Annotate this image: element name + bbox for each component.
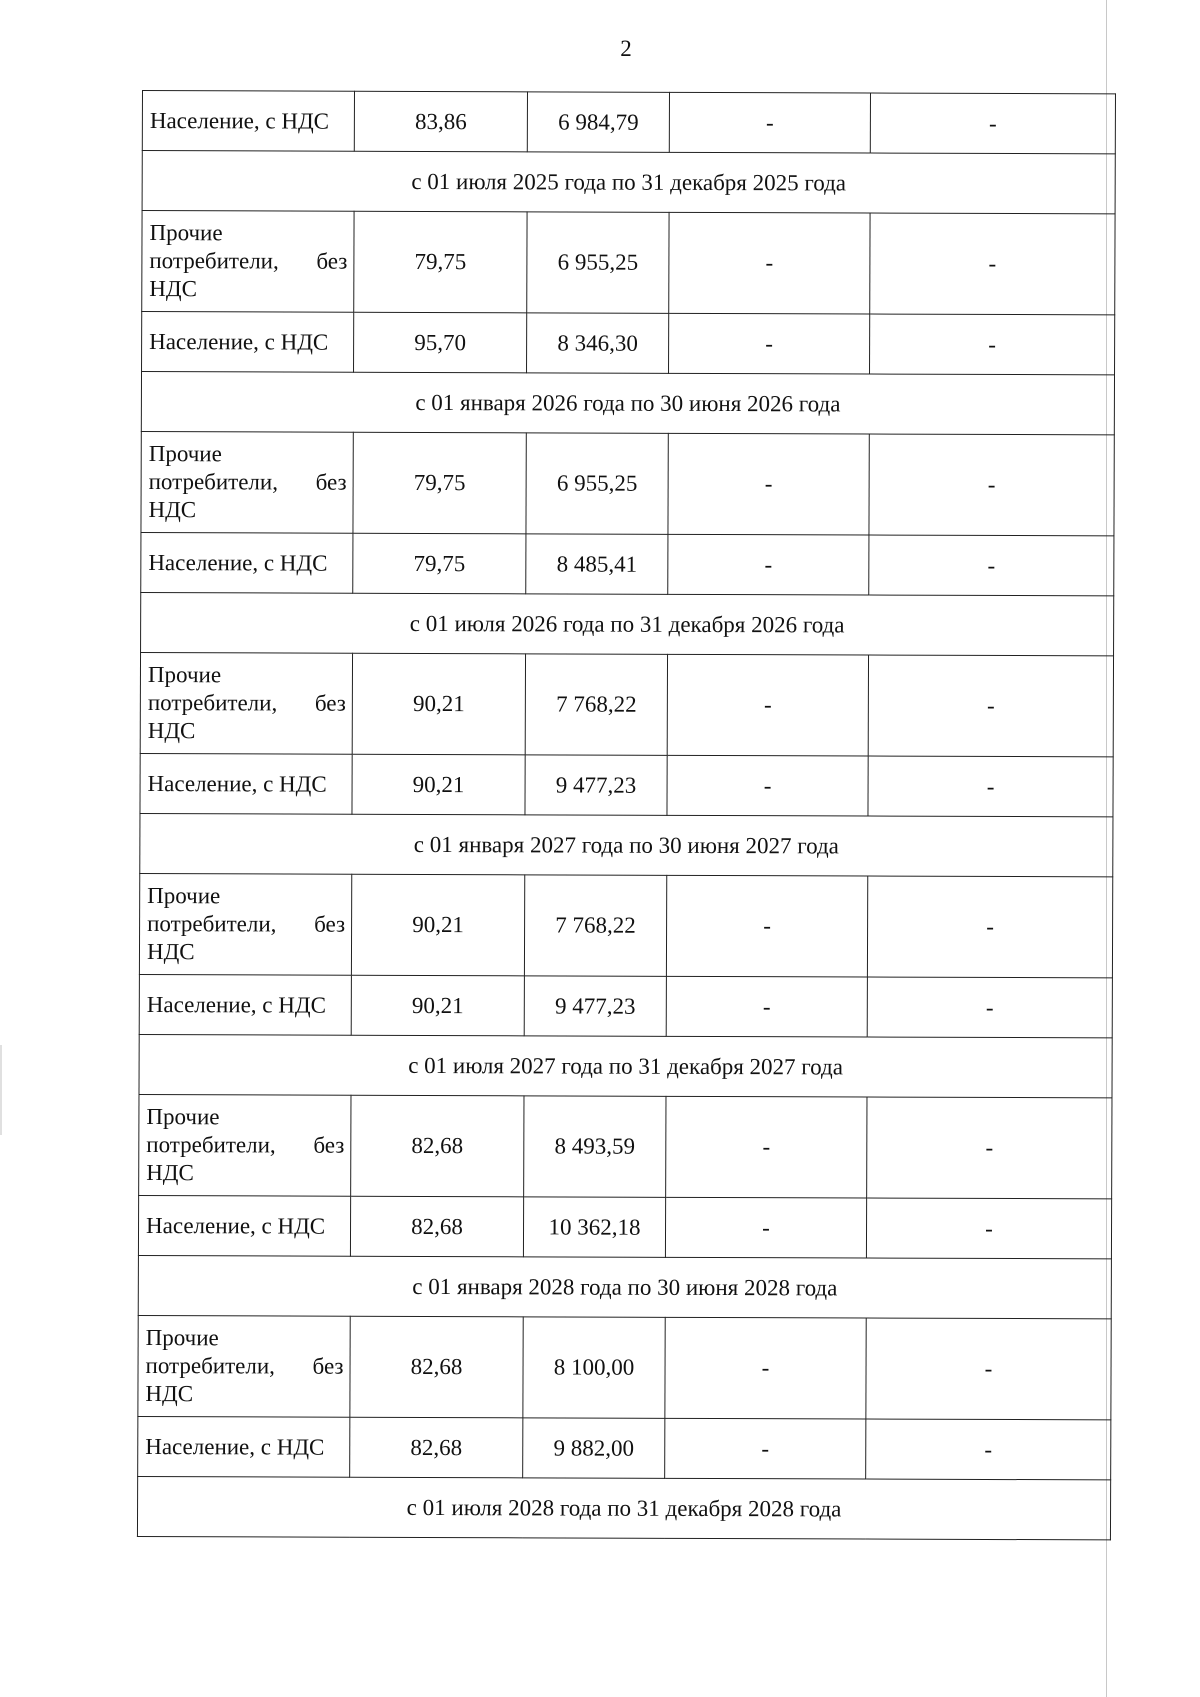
period-header-row <box>141 372 1114 435</box>
value-cell-1: 79,75 <box>353 533 526 594</box>
value-cell-1: 90,21 <box>351 975 524 1036</box>
value-cell-1: 95,70 <box>354 312 527 373</box>
value-cell-2: 8 346,30 <box>527 313 669 373</box>
consumer-name-cell: Население, с НДС <box>139 974 351 1035</box>
page-number: 2 <box>620 36 632 61</box>
value-cell-3: - <box>669 313 870 374</box>
value-cell-2: 9 882,00 <box>523 1418 665 1478</box>
value-cell-3: - <box>666 976 867 1037</box>
value-cell-4: - <box>867 977 1112 1038</box>
value-cell-1: 79,75 <box>354 211 527 313</box>
value-cell-2: 8 485,41 <box>526 534 668 594</box>
value-cell-3: - <box>667 654 868 756</box>
value-cell-4: - <box>870 314 1115 375</box>
period-title: с 01 января 2027 года по 30 июня 2027 года <box>140 813 1113 876</box>
value-cell-1: 79,75 <box>353 432 526 534</box>
value-cell-2: 6 955,25 <box>527 212 669 313</box>
value-cell-1: 82,68 <box>350 1196 523 1257</box>
consumer-name-cell: Население, с НДС <box>141 532 353 593</box>
period-title: с 01 июля 2025 года по 31 декабря 2025 года <box>142 151 1115 214</box>
value-cell-4: - <box>867 876 1112 978</box>
value-cell-1: 90,21 <box>352 754 525 815</box>
tariff-table-body <box>137 91 1115 1540</box>
table-row <box>139 974 1112 1037</box>
value-cell-3: - <box>668 433 869 535</box>
period-header-row <box>142 151 1115 214</box>
table-row <box>138 1315 1111 1419</box>
value-cell-4: - <box>868 756 1113 817</box>
value-cell-2: 9 477,23 <box>524 976 666 1036</box>
value-cell-3: - <box>665 1197 866 1258</box>
table-row <box>139 1094 1112 1198</box>
value-cell-2: 7 768,22 <box>524 875 666 976</box>
period-title: с 01 июля 2027 года по 31 декабря 2027 года <box>139 1034 1112 1097</box>
tariff-table <box>137 90 1116 1540</box>
value-cell-2: 9 477,23 <box>525 755 667 815</box>
table-row <box>141 431 1114 535</box>
value-cell-2: 6 955,25 <box>526 433 668 534</box>
table-row <box>139 873 1112 977</box>
value-cell-4: - <box>867 1097 1112 1199</box>
value-cell-1: 90,21 <box>352 653 525 755</box>
consumer-name-cell: Прочие потребители, без НДС <box>141 431 353 533</box>
value-cell-1: 82,68 <box>350 1417 523 1478</box>
value-cell-1: 90,21 <box>351 874 524 976</box>
value-cell-1: 82,68 <box>350 1316 523 1418</box>
consumer-name-cell: Население, с НДС <box>142 91 354 152</box>
value-cell-3: - <box>666 1096 867 1198</box>
value-cell-4: - <box>866 1419 1111 1480</box>
table-row <box>142 91 1115 154</box>
value-cell-4: - <box>869 535 1114 596</box>
table-row <box>141 532 1114 595</box>
consumer-name-cell: Население, с НДС <box>138 1416 350 1477</box>
consumer-name-cell: Прочие потребители, без НДС <box>142 211 354 313</box>
value-cell-1: 83,86 <box>354 91 527 152</box>
value-cell-2: 6 984,79 <box>527 92 669 152</box>
consumer-name-cell: Население, с НДС <box>142 312 354 373</box>
table-row <box>138 1195 1111 1258</box>
period-title: с 01 июля 2026 года по 31 декабря 2026 года <box>141 592 1114 655</box>
period-title: с 01 июля 2028 года по 31 декабря 2028 года <box>137 1476 1110 1539</box>
value-cell-4: - <box>866 1198 1111 1259</box>
value-cell-2: 7 768,22 <box>525 654 667 755</box>
value-cell-4: - <box>866 1318 1111 1420</box>
period-header-row <box>141 592 1114 655</box>
table-row <box>138 1416 1111 1479</box>
period-title: с 01 января 2026 года по 30 июня 2026 года <box>141 372 1114 435</box>
value-cell-4: - <box>869 434 1114 536</box>
value-cell-1: 82,68 <box>351 1095 524 1197</box>
value-cell-3: - <box>665 1317 866 1419</box>
consumer-name-cell: Прочие потребители, без НДС <box>140 652 352 754</box>
consumer-name-cell: Прочие потребители, без НДС <box>139 873 351 975</box>
value-cell-3: - <box>668 534 869 595</box>
value-cell-2: 8 100,00 <box>523 1317 665 1418</box>
value-cell-3: - <box>665 1418 866 1479</box>
value-cell-4: - <box>870 213 1115 315</box>
consumer-name-cell: Население, с НДС <box>138 1195 350 1256</box>
scan-edge-mark <box>0 1045 2 1135</box>
period-header-row <box>139 1034 1112 1097</box>
table-row <box>140 652 1113 756</box>
value-cell-2: 8 493,59 <box>524 1096 666 1197</box>
value-cell-3: - <box>666 875 867 977</box>
table-row <box>140 753 1113 816</box>
value-cell-3: - <box>669 92 870 153</box>
period-header-row <box>138 1255 1111 1318</box>
value-cell-4: - <box>870 93 1115 154</box>
period-title: с 01 января 2028 года по 30 июня 2028 года <box>138 1255 1111 1318</box>
consumer-name-cell: Прочие потребители, без НДС <box>139 1094 351 1196</box>
period-header-row <box>137 1476 1110 1539</box>
table-row <box>142 312 1115 375</box>
period-header-row <box>140 813 1113 876</box>
value-cell-3: - <box>667 755 868 816</box>
value-cell-4: - <box>868 655 1113 757</box>
table-row <box>142 211 1115 315</box>
value-cell-3: - <box>669 212 870 314</box>
consumer-name-cell: Население, с НДС <box>140 753 352 814</box>
value-cell-2: 10 362,18 <box>523 1197 665 1257</box>
consumer-name-cell: Прочие потребители, без НДС <box>138 1315 350 1417</box>
